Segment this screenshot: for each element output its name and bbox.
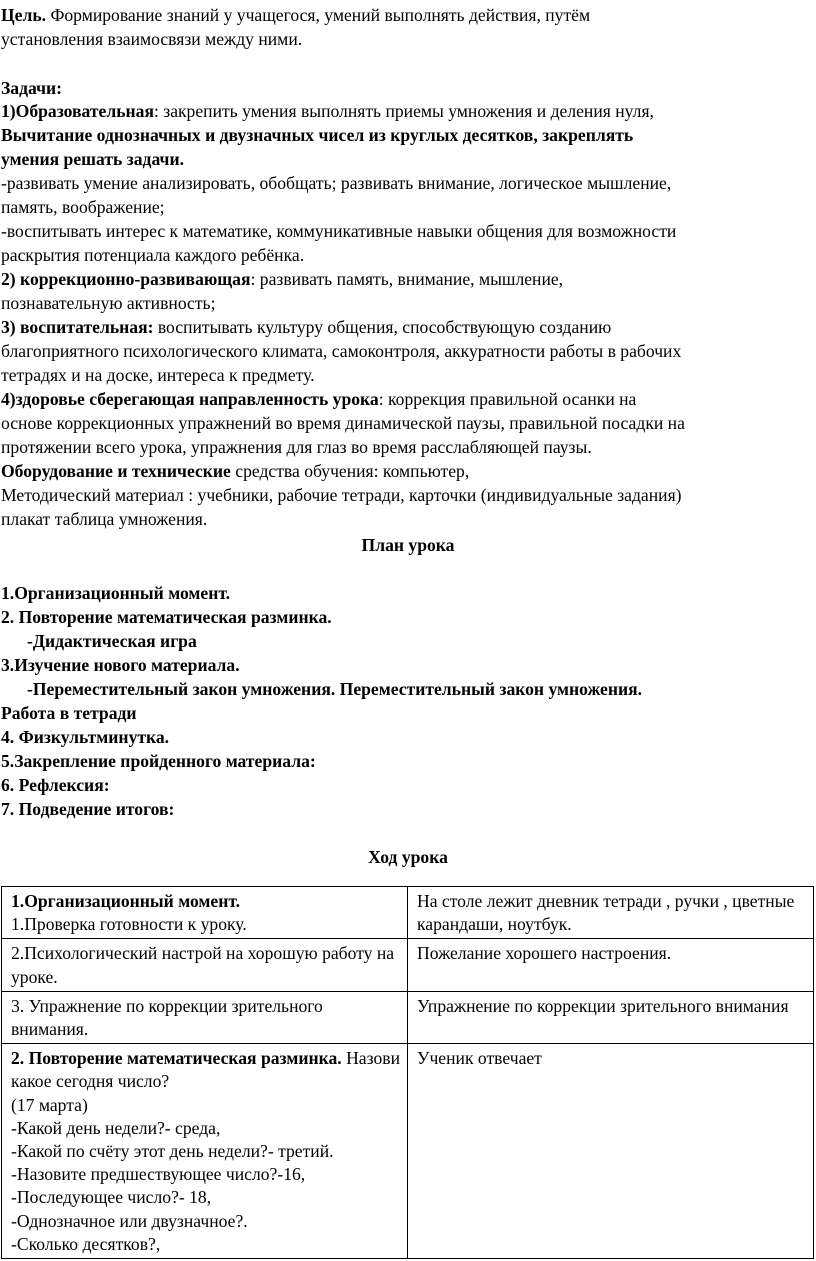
table-cell-right: Пожелание хорошего настроения. [408, 939, 814, 991]
plan-subitem: -Переместительный закон умножения. Переместительный закон умножения. [27, 679, 643, 699]
task-health-label: 4)здоровье сберегающая направленность урока [1, 389, 379, 409]
cell-line: -Сколько десятков?, [11, 1233, 161, 1254]
table-cell-right: Упражнение по коррекции зрительного внимания [408, 991, 814, 1043]
equipment-text: средства обучения: компьютер, [230, 461, 470, 481]
task-line-3: умения решать задачи. [1, 149, 184, 169]
cell-line: -Какой день недели?- среда, [11, 1117, 221, 1138]
task-line-12: тетрадях и на доске, интереса к предмету. [1, 365, 315, 385]
task-line-2: Вычитание однозначных и двузначных чисел из круглых десятков, закреплять [1, 125, 634, 145]
task-line-7: раскрытия потенциала каждого ребёнка. [1, 245, 305, 265]
cell-line: -Назовите предшествующее число?-16, [11, 1164, 306, 1185]
goal-line-1 [1, 4, 590, 27]
cell-line: -Последующее число?- 18, [11, 1187, 212, 1208]
task-upbringing [1, 316, 611, 339]
task-line-9: познавательную активность; [1, 293, 216, 313]
task-upbringing-text: воспитывать культуру общения, способствующую созданию [153, 317, 612, 337]
task-line-11: благоприятного психологического климата, самоконтроля, аккуратности работы в рабочих [1, 341, 682, 361]
task-line-15: протяжении всего урока, упражнения для глаз во время расслабляющей паузы. [1, 437, 592, 457]
task-health [1, 388, 636, 411]
materials-line: Методический материал : учебники, рабочие тетради, карточки (индивидуальные задания) [1, 485, 682, 505]
cell-heading: 1.Организационный момент. [11, 891, 241, 911]
cell-line: (17 марта) [11, 1094, 88, 1115]
task-educational [1, 100, 654, 123]
table-cell-right: На столе лежит дневник тетради , ручки , цветные карандаши, ноутбук. [408, 887, 814, 939]
goal-label: Цель. [1, 5, 47, 25]
equipment-label: Оборудование и технические [1, 461, 231, 481]
equipment-line [1, 460, 469, 483]
task-line-14: основе коррекционных упражнений во время динамической паузы, правильной посадки на [1, 413, 685, 433]
task-health-text: : коррекция правильной осанки на [378, 389, 637, 409]
task-line-4: -развивать умение анализировать, обобщать; развивать внимание, логическое мышление, [1, 173, 672, 193]
task-correctional [1, 268, 563, 291]
task-correctional-text: : развивать память, внимание, мышление, [250, 269, 564, 289]
table-cell-left [2, 1044, 408, 1259]
poster-line: плакат таблица умножения. [1, 509, 208, 529]
cell-line: -Какой по счёту этот день недели?- третий. [11, 1141, 334, 1162]
plan-subitem: -Дидактическая игра [27, 631, 197, 651]
table-row [2, 991, 814, 1043]
table-row [2, 887, 814, 939]
goal-line-2: установления взаимосвязи между ними. [1, 29, 303, 49]
task-upbringing-label: 3) воспитательная: [1, 317, 154, 337]
plan-item: Работа в тетради [1, 703, 137, 723]
table-row [2, 1044, 814, 1259]
cell-heading: 2. Повторение математическая разминка. [11, 1048, 342, 1069]
table-cell-right: Ученик отвечает [408, 1044, 814, 1259]
cell-line: -Однозначное или двузначное?. [11, 1210, 248, 1231]
table-cell-left: 2.Психологический настрой на хорошую работу на уроке. [2, 939, 408, 991]
goal-text-1: Формирование знаний у учащегося, умений выполнять действия, путём [46, 5, 591, 25]
table-cell-left [2, 887, 408, 939]
table-cell-left: 3. Упражнение по коррекции зрительного внимания. [2, 991, 408, 1043]
plan-item: 5.Закрепление пройденного материала: [1, 751, 316, 771]
lesson-table [1, 886, 814, 1259]
plan-item: 4. Физкультминутка. [1, 727, 170, 747]
cell-text: 1.Проверка готовности к уроку. [11, 914, 247, 935]
cell-question: Назови какое сегодня число? [11, 1048, 400, 1092]
table-row [2, 939, 814, 991]
course-heading: Ход урока [368, 847, 448, 867]
plan-item: 7. Подведение итогов: [1, 799, 175, 819]
plan-item: 6. Рефлексия: [1, 775, 110, 795]
task-educational-label: 1)Образовательная [1, 101, 154, 121]
task-correctional-label: 2) коррекционно-развивающая [1, 269, 251, 289]
plan-heading: План урока [361, 535, 455, 555]
plan-item: 3.Изучение нового материала. [1, 655, 240, 675]
task-line-6: -воспитывать интерес к математике, коммуникативные навыки общения для возможности [1, 221, 677, 241]
tasks-heading: Задачи: [1, 78, 62, 98]
plan-item: 2. Повторение математическая разминка. [1, 607, 332, 627]
cell-intro [11, 1047, 401, 1093]
task-educational-text: : закрепить умения выполнять приемы умножения и деления нуля, [153, 101, 654, 121]
task-line-5: память, воображение; [1, 197, 165, 217]
plan-item: 1.Организационный момент. [1, 583, 231, 603]
